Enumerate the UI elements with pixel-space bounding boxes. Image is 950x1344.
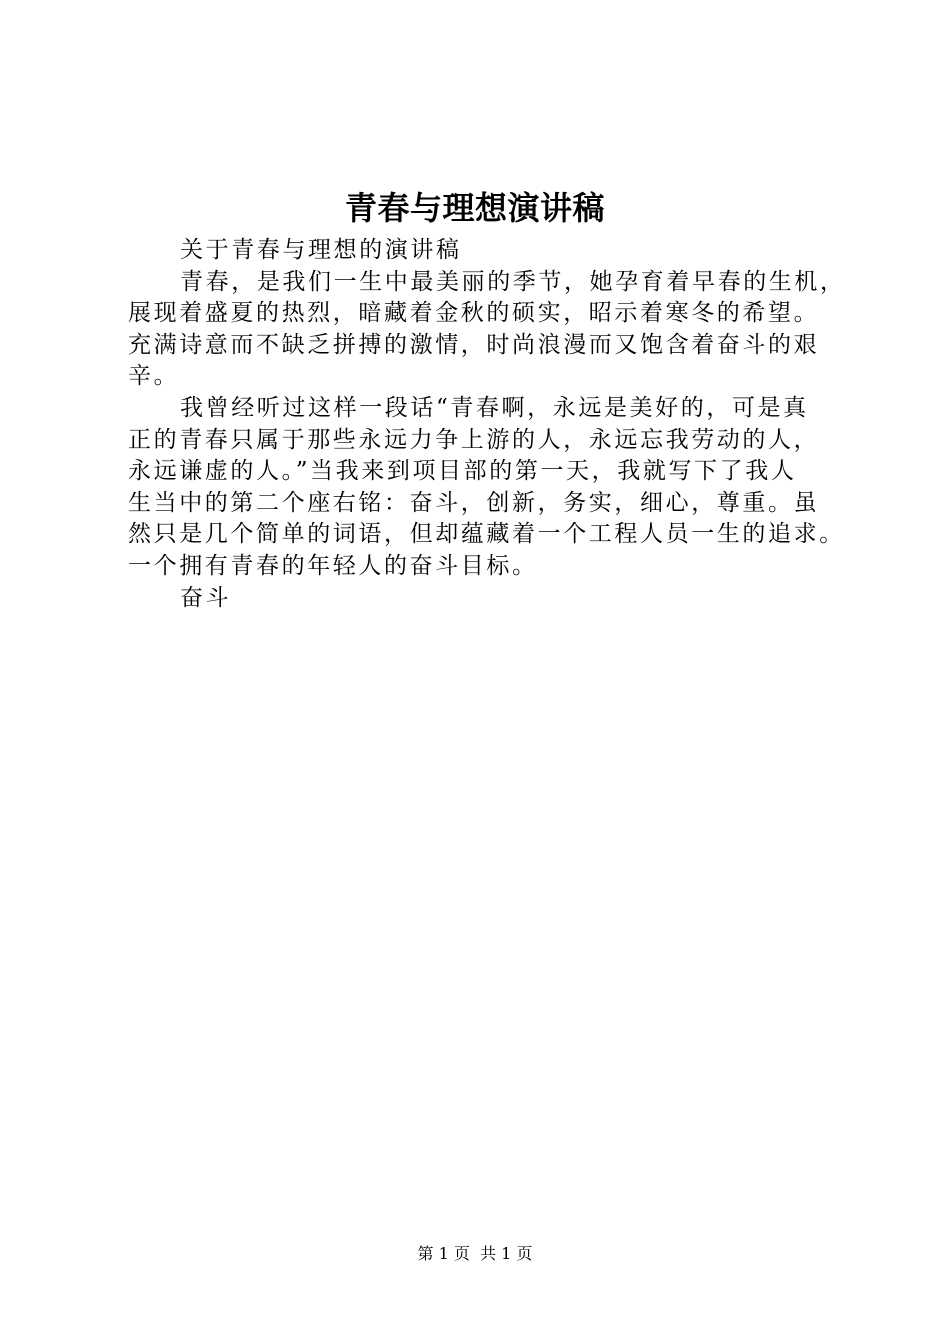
page-number-footer: 第 1 页 共 1 页 [417, 1244, 533, 1263]
text-line: 然只是几个简单的词语，但却蕴藏着一个工程人员一生的追求。 [128, 521, 845, 548]
text-line-subtitle: 关于青春与理想的演讲稿 [180, 237, 462, 263]
text-line: 青春，是我们一生中最美丽的季节，她孕育着早春的生机， [180, 268, 846, 295]
text-line: 奋斗 [180, 584, 232, 611]
document-title: 青春与理想演讲稿 [344, 189, 605, 227]
text-line: 永远谦虚的人。”当我来到项目部的第一天，我就写下了我人 [128, 458, 797, 485]
text-line: 我曾经听过这样一段话“青春啊，永远是美好的，可是真 [180, 394, 809, 421]
text-line: 正的青春只属于那些永远力争上游的人，永远忘我劳动的人， [128, 426, 820, 453]
text-line: 辛。 [128, 363, 180, 390]
text-line: 一个拥有青春的年轻人的奋斗目标。 [128, 552, 538, 579]
text-line: 充满诗意而不缺乏拼搏的激情，时尚浪漫而又饱含着奋斗的艰 [128, 331, 820, 358]
text-line: 生当中的第二个座右铭：奋斗，创新，务实，细心，尊重。虽 [128, 489, 820, 516]
document-body [128, 235, 858, 614]
text-line: 展现着盛夏的热烈，暗藏着金秋的硕实，昭示着寒冬的希望。 [128, 300, 820, 327]
